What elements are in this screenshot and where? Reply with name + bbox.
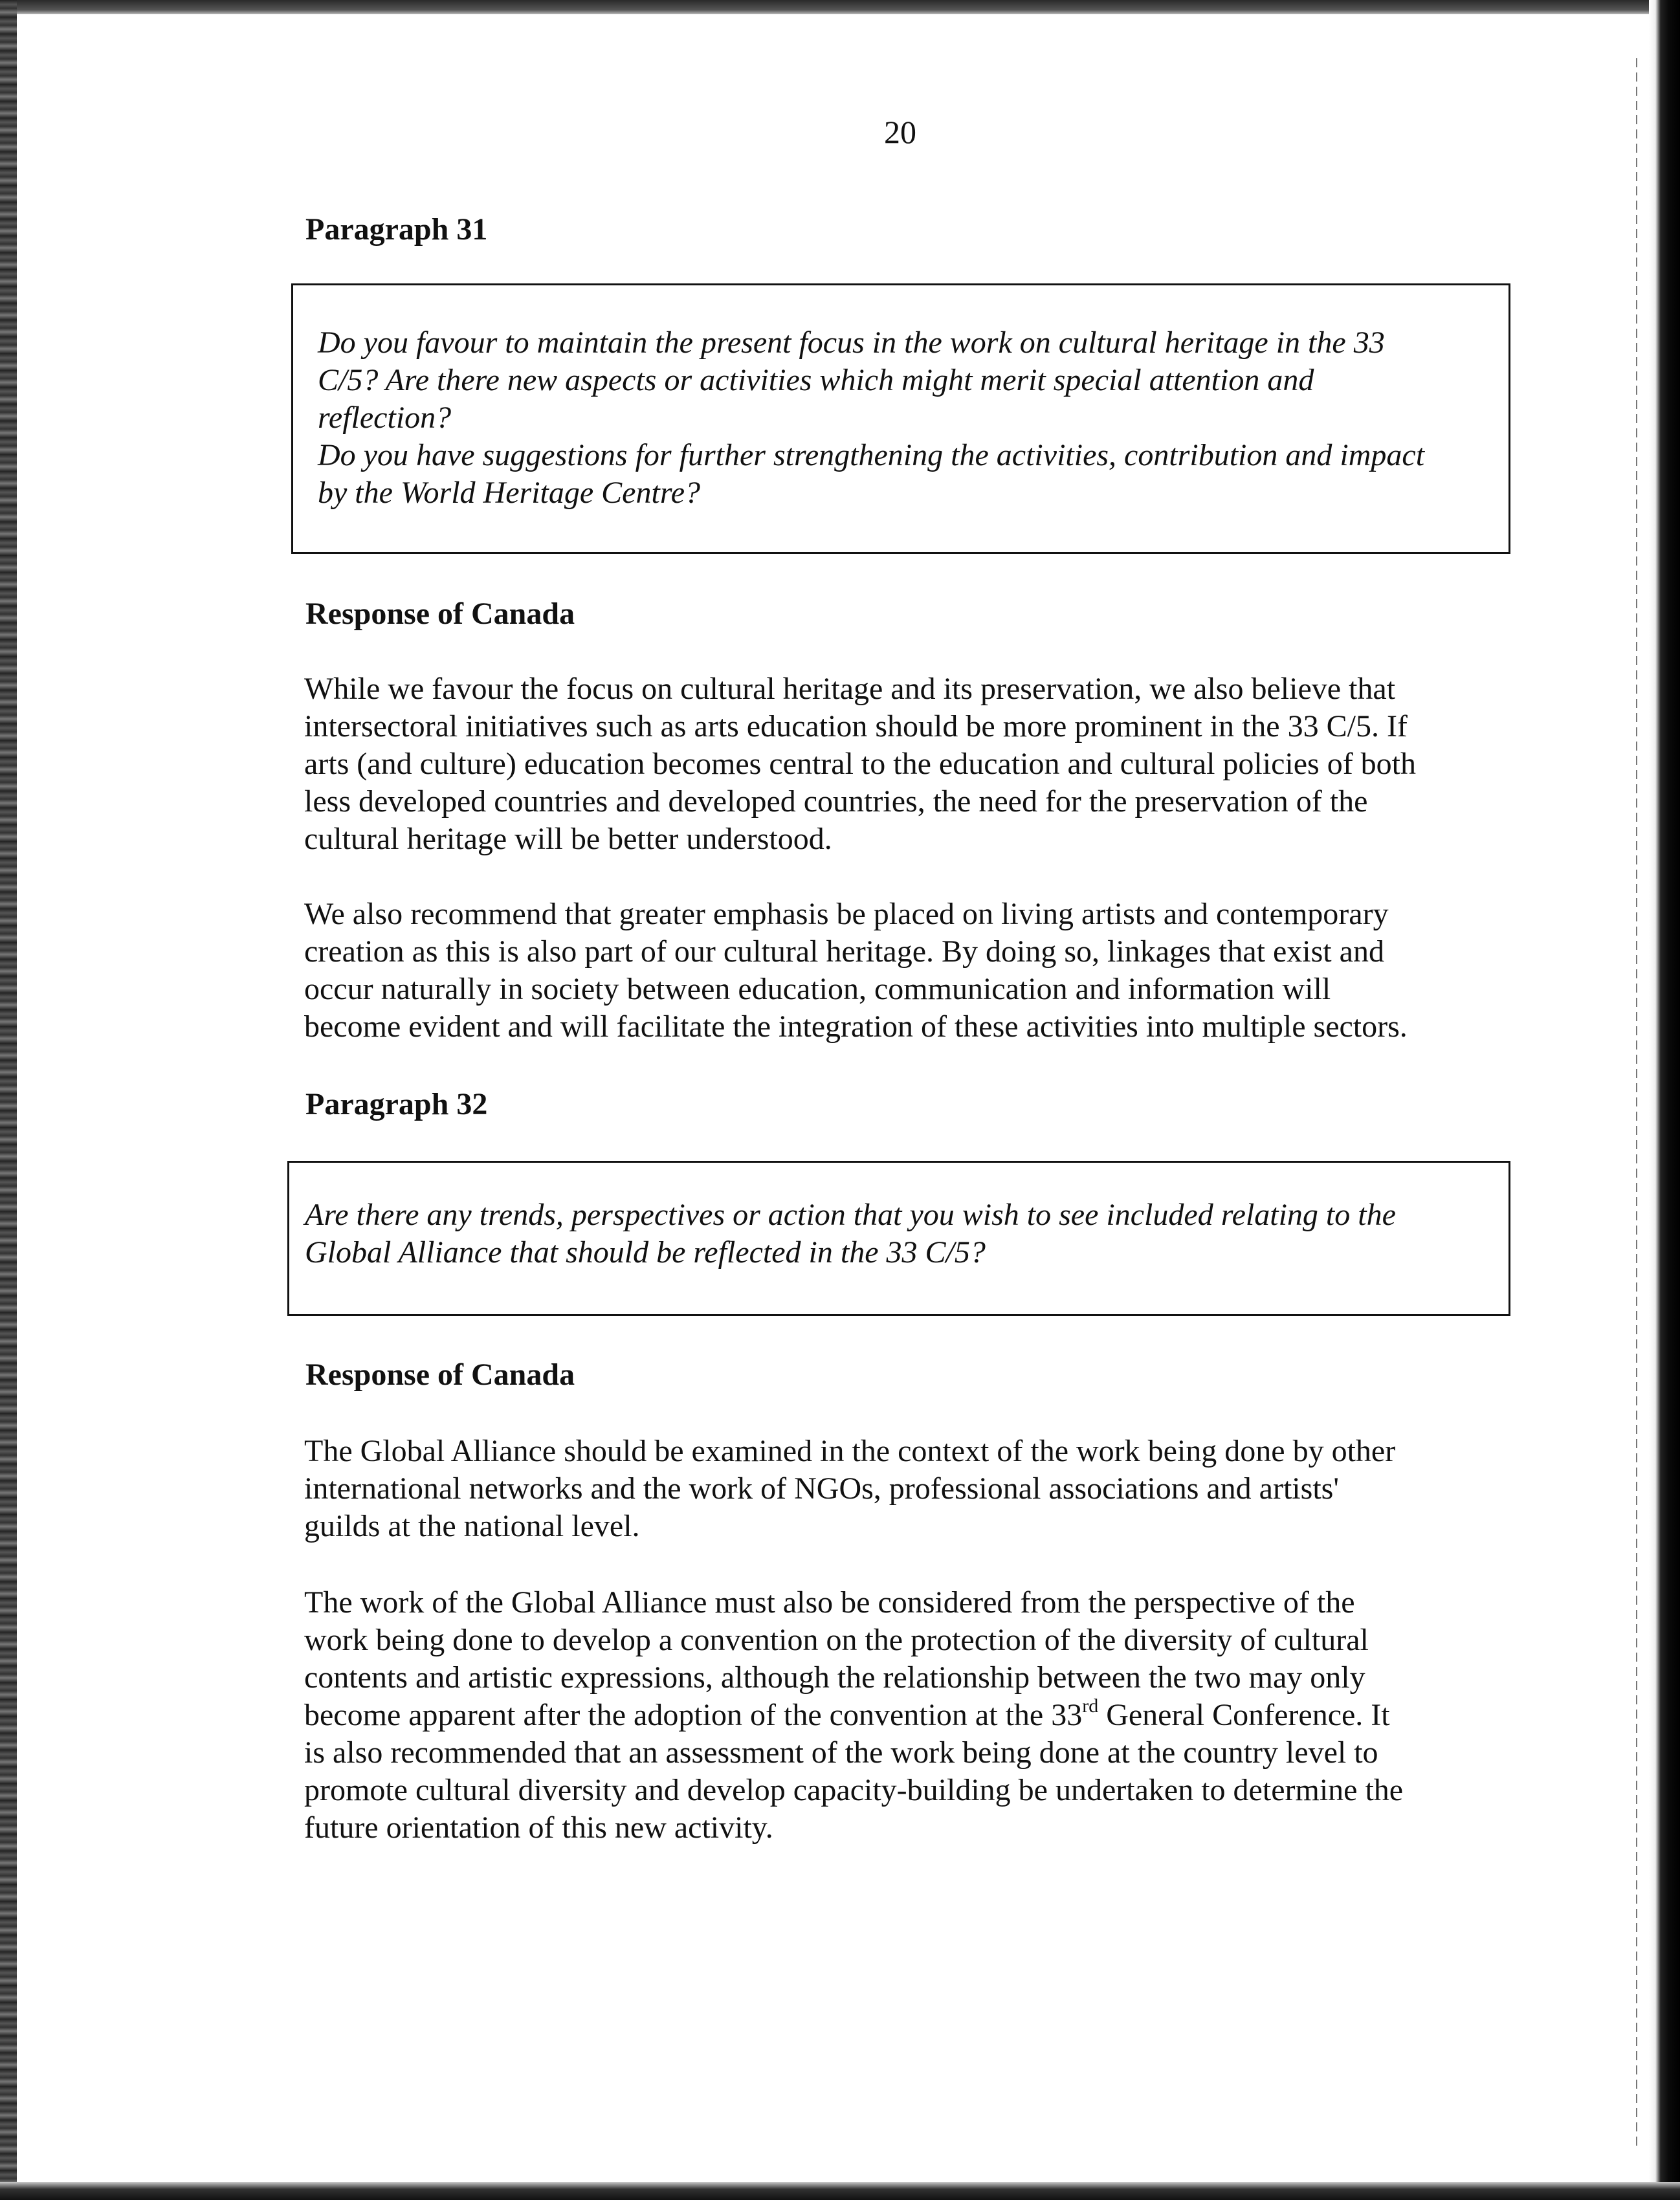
- response-text-line: contents and artistic expressions, although the relationship between the two may only: [304, 1660, 1365, 1695]
- response-heading-paragraph-31: Response of Canada: [305, 597, 575, 631]
- ordinal-superscript: rd: [1082, 1695, 1099, 1717]
- response-text-line: occur naturally in society between education, communication and information will: [304, 972, 1331, 1006]
- question-box-paragraph-31: [291, 283, 1510, 554]
- question-line: Are there any trends, perspectives or action that you wish to see included relating to the: [305, 1198, 1396, 1232]
- response-text-line: We also recommend that greater emphasis be placed on living artists and contemporary: [304, 897, 1389, 931]
- response-text-line: promote cultural diversity and develop capacity-building be undertaken to determine the: [304, 1773, 1404, 1807]
- line-text-before: become apparent after the adoption of the convention at the 33: [304, 1698, 1083, 1732]
- response-text-line: work being done to develop a convention on the protection of the diversity of cultural: [304, 1623, 1369, 1657]
- response-text-line: The Global Alliance should be examined in the context of the work being done by other: [304, 1434, 1396, 1468]
- scan-edge-left: [0, 0, 17, 2200]
- response-heading-paragraph-32: Response of Canada: [305, 1358, 575, 1392]
- scan-edge-right-dashes: [1636, 58, 1637, 2148]
- line-text-after: General Conference. It: [1098, 1698, 1390, 1732]
- response-text-line-with-superscript: [304, 1697, 1390, 1734]
- response-text-line: creation as this is also part of our cultural heritage. By doing so, linkages that exist and: [304, 934, 1384, 969]
- question-line: Do you have suggestions for further strengthening the activities, contribution and impact: [318, 438, 1425, 472]
- section-heading-paragraph-31: Paragraph 31: [305, 212, 488, 247]
- response-text-line: cultural heritage will be better understood.: [304, 822, 832, 856]
- response-text-line: future orientation of this new activity.: [304, 1810, 773, 1845]
- response-text-line: less developed countries and developed countries, the need for the preservation of the: [304, 784, 1368, 819]
- response-text-line: become evident and will facilitate the integration of these activities into multiple sectors.: [304, 1009, 1408, 1044]
- question-line: Global Alliance that should be reflected in the 33 C/5?: [305, 1235, 986, 1270]
- response-text-line: guilds at the national level.: [304, 1509, 640, 1543]
- question-box-paragraph-32: [287, 1161, 1510, 1316]
- scan-edge-bottom: [0, 2182, 1680, 2200]
- question-line: C/5? Are there new aspects or activities which might merit special attention and: [318, 363, 1314, 397]
- scan-edge-top: [0, 0, 1680, 14]
- response-text-line: While we favour the focus on cultural heritage and its preservation, we also believe that: [304, 672, 1396, 706]
- response-text-line: intersectoral initiatives such as arts education should be more prominent in the 33 C/5. If: [304, 709, 1408, 743]
- response-text-line: arts (and culture) education becomes central to the education and cultural policies of both: [304, 747, 1417, 781]
- response-text-line: The work of the Global Alliance must also be considered from the perspective of the: [304, 1585, 1355, 1620]
- page-number: 20: [884, 114, 916, 150]
- question-line: Do you favour to maintain the present focus in the work on cultural heritage in the 33: [318, 325, 1385, 360]
- response-text-line: is also recommended that an assessment of the work being done at the country level to: [304, 1735, 1378, 1770]
- section-heading-paragraph-32: Paragraph 32: [305, 1087, 488, 1121]
- scan-edge-right: [1649, 0, 1680, 2200]
- question-line: reflection?: [318, 401, 452, 435]
- response-text-line: international networks and the work of NGOs, professional associations and artists': [304, 1471, 1339, 1506]
- question-line: by the World Heritage Centre?: [318, 476, 701, 510]
